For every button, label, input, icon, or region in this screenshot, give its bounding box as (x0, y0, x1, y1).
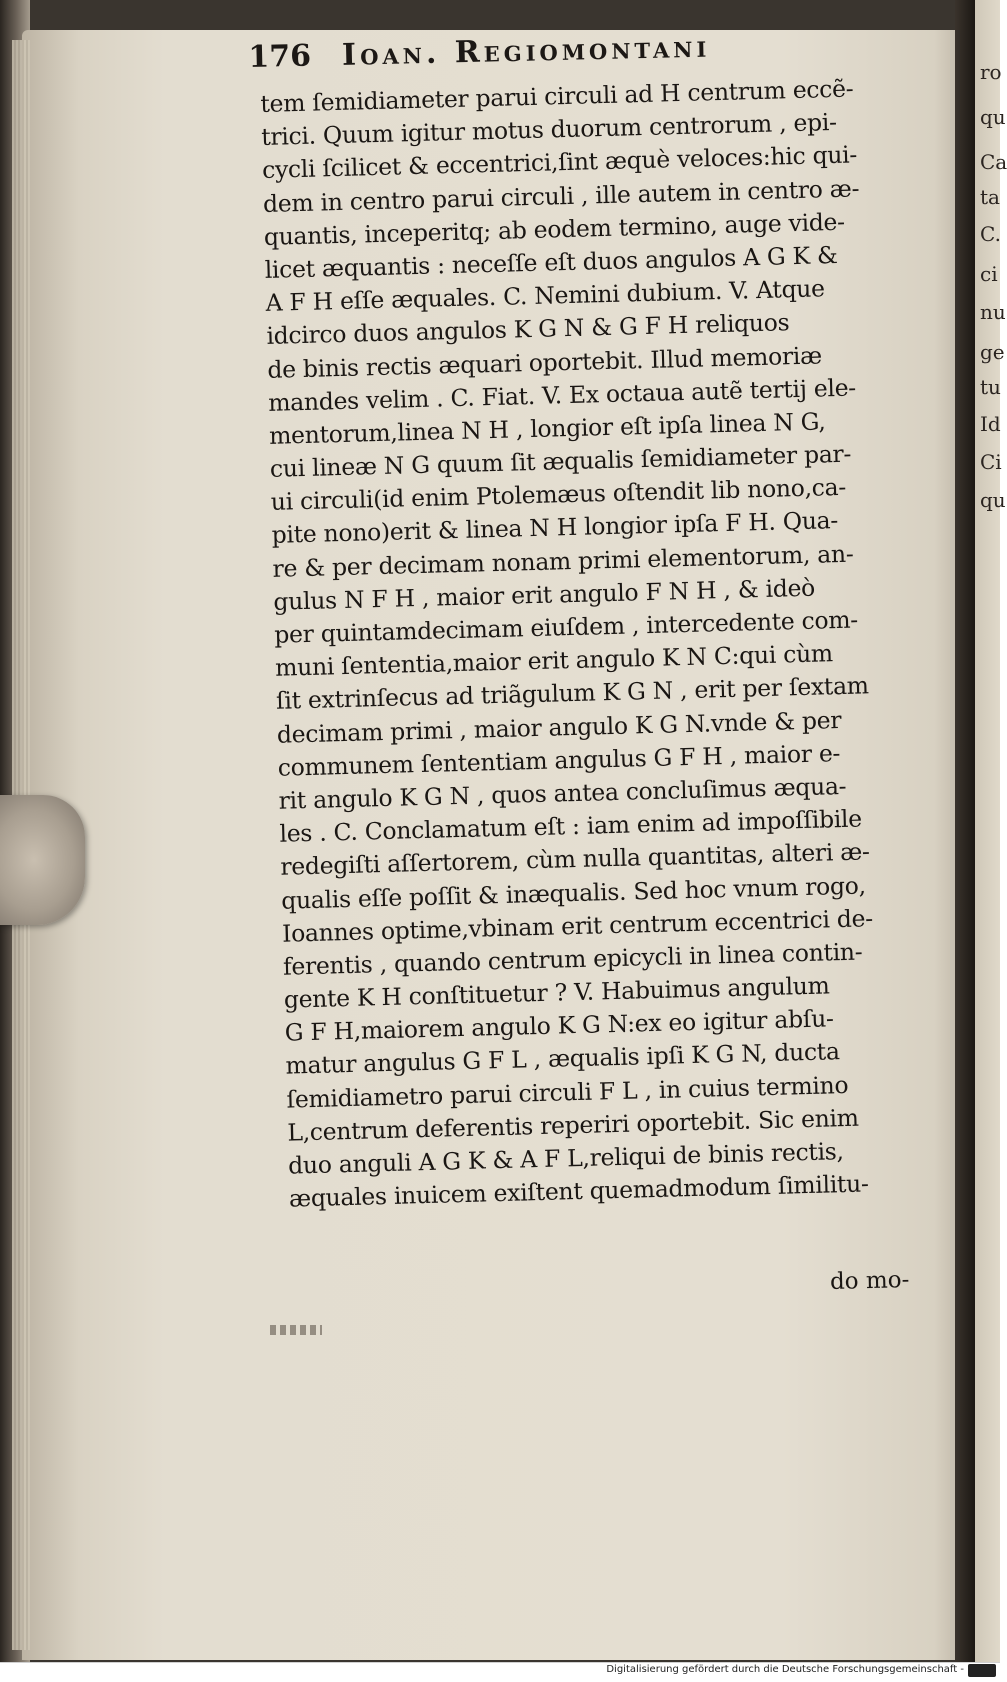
text-line: les . C. Conclamatum eſt : iam enim ad impoſſibile (279, 804, 863, 848)
text-line: re & per decimam nonam primi elementorum, an- (272, 539, 854, 583)
ink-smudge (270, 1325, 322, 1335)
text-line: gente K H conſtituetur ? V. Habuimus angulum (283, 971, 830, 1014)
text-line: per quintamdecimam eiuſdem , intercedente com- (273, 605, 859, 649)
text-line: decimam primi , maior angulo K G N.vnde & per (276, 705, 842, 749)
text-line: mandes velim . C. Fiat. V. Ex octaua autẽ tertij ele- (267, 373, 857, 417)
running-title: Ioan. Regiomontani (341, 29, 711, 73)
text-line: mentorum,linea N H , longior eſt ipſa linea N G, (268, 407, 826, 450)
text-line: pite nono)erit & linea N H longior ipſa F H. Qua- (271, 506, 839, 550)
text-line: cui lineæ N G quum ſit æqualis ſemidiameter par- (269, 439, 852, 483)
text-line: rit angulo K G N , quos antea concluſimus æqua- (278, 771, 847, 815)
text-line: redegiſti aſſertorem, cùm nulla quantitas, alteri æ- (280, 837, 870, 882)
text-line: ſit extrinſecus ad triãgulum K G N , erit per ſextam (275, 671, 870, 716)
text-block (260, 70, 989, 1216)
footer-credit: Digitalisierung gefördert durch die Deutsche Forschungsgemeinschaft - (606, 1664, 964, 1675)
text-line: L,centrum deferentis reperiri oportebit. Sic enim (286, 1103, 860, 1147)
dfg-logo (968, 1664, 996, 1677)
text-line: trici. Quum igitur motus duorum centrorum , epi- (260, 108, 838, 152)
next-page-fragment: nu (980, 300, 1006, 324)
next-page-fragment: Ca (980, 150, 1007, 174)
text-line: idcirco duos angulos K G N & G F H reliquos (266, 308, 790, 351)
next-page-fragment: ta (980, 185, 1000, 209)
page-number: 176 (248, 38, 312, 75)
text-line: ferentis , quando centrum epicycli in linea contin- (282, 937, 863, 981)
catchword: do mo- (829, 1266, 910, 1296)
text-line: dem in centro parui circuli , ille autem in centro æ- (262, 173, 860, 218)
text-line: gulus N F H , maior erit angulo F N H , & ideò (273, 573, 816, 616)
text-line: ui circuli(id enim Ptolemæus oſtendit lib nono,ca- (270, 473, 847, 517)
text-line: æquales inuicem exiſtent quemadmodum ſimilitu- (288, 1169, 869, 1213)
text-line: cycli ſcilicet & eccentrici,ſint æquè veloces:hic qui- (261, 140, 858, 185)
text-line: A F H eſſe æquales. C. Nemini dubium. V. Atque (265, 274, 826, 318)
next-page-fragment: qu (980, 105, 1006, 129)
next-page-fragment: tu (980, 375, 1001, 399)
next-page-fragment: C. (980, 222, 1001, 246)
next-page-fragment: Id (980, 412, 1001, 436)
next-page-fragment: ge (980, 340, 1005, 364)
text-line: licet æquantis : neceſſe eſt duos angulos A G K & (264, 240, 838, 284)
text-line: ſemidiametro parui circuli F L , in cuius termino (286, 1070, 849, 1114)
text-line: Ioannes optime,vbinam erit centrum eccentrici de- (281, 903, 874, 948)
text-line: duo anguli A G K & A F L,reliqui de binis rectis, (287, 1137, 845, 1180)
next-page-fragment: ci (980, 262, 998, 286)
holding-thumb (0, 795, 85, 925)
next-page-fragment: ro (980, 60, 1002, 84)
next-page-fragment: qu (980, 488, 1006, 512)
text-line: G F H,maiorem angulo K G N:ex eo igitur abſu- (284, 1004, 834, 1047)
text-line: matur angulus G F L , æqualis ipſi K G N, ducta (285, 1037, 840, 1081)
text-line: quantis, inceperitq; ab eodem termino, auge vide- (263, 207, 846, 251)
text-line: muni ſententia,maior erit angulo K N C:qui cùm (274, 639, 834, 682)
text-line: de binis rectis æquari oportebit. Illud memoriæ (267, 340, 823, 384)
text-line: tem ſemidiameter parui circuli ad H centrum eccẽ- (260, 74, 854, 118)
next-page-fragment: Ci (980, 450, 1002, 474)
text-line: qualis eſſe poſſit & inæqualis. Sed hoc vnum rogo, (280, 870, 867, 915)
text-line: communem ſententiam angulus G F H , maior e- (277, 738, 841, 782)
